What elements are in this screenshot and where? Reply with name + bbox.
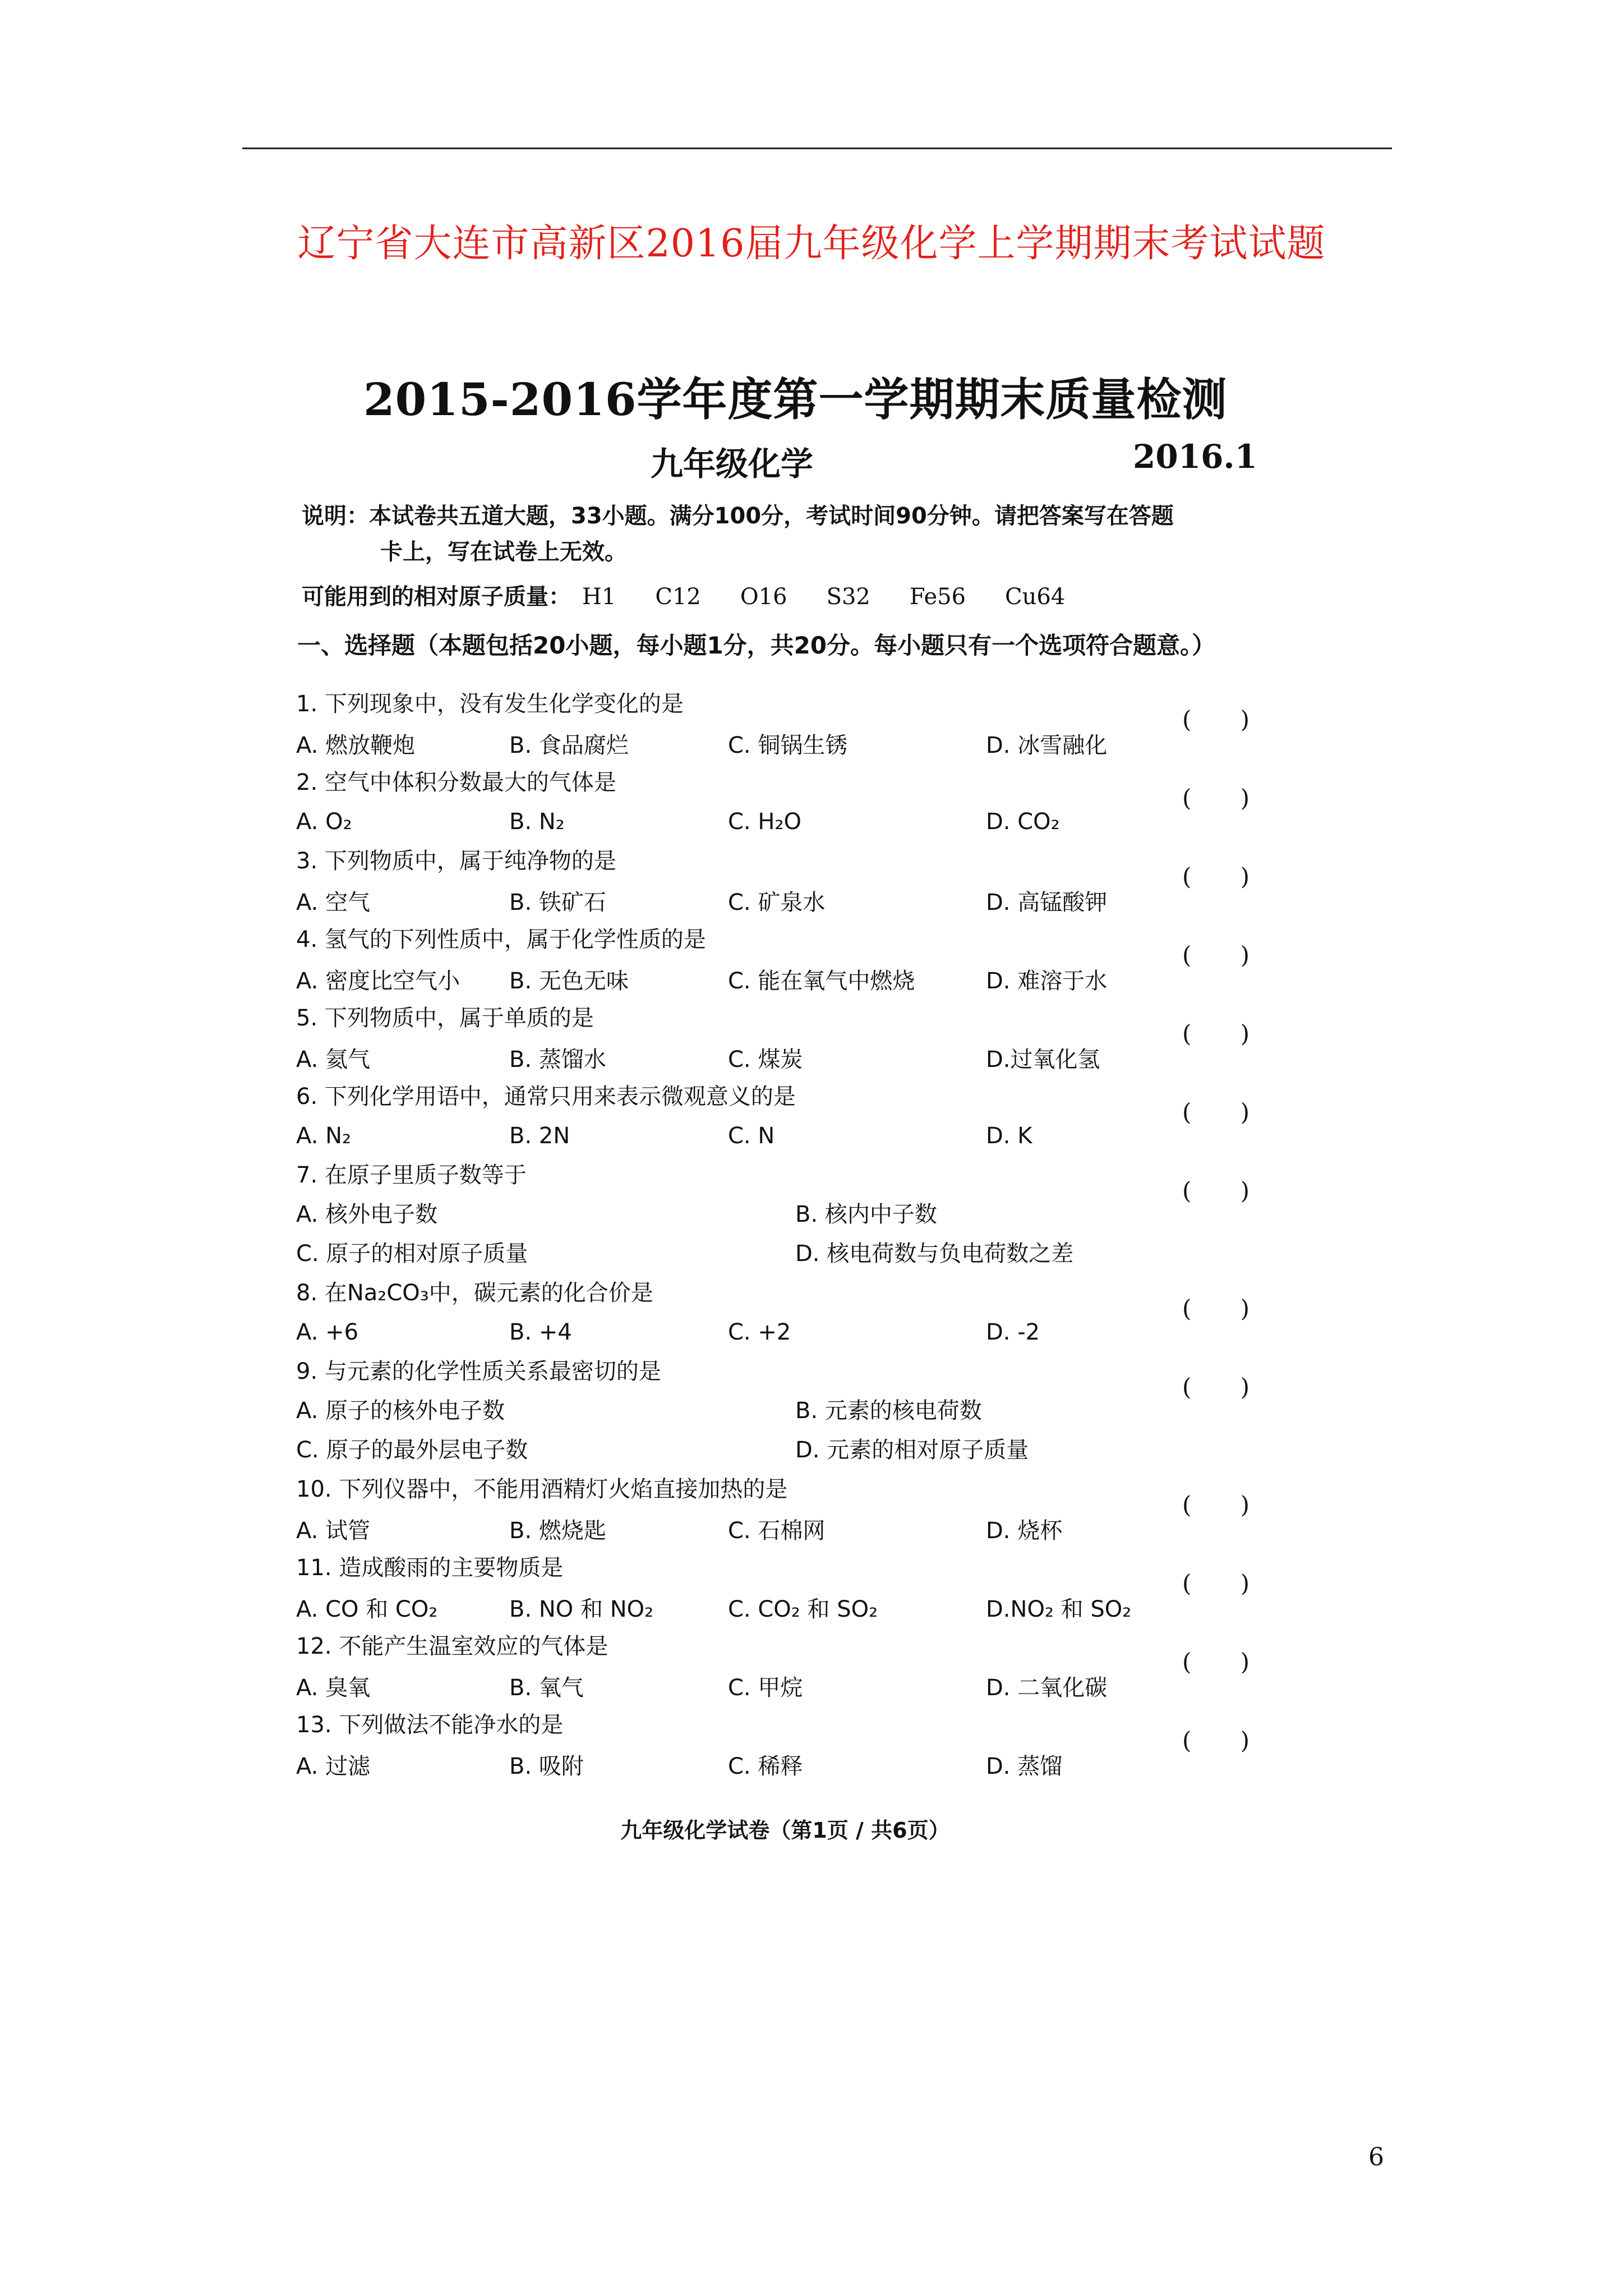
option: C. 煤炭 [728,1046,803,1073]
question-item [296,1273,1283,1352]
atomic-mass-item: Fe56 [909,584,966,610]
option: C. 能在氧气中燃烧 [728,968,915,994]
answer-paren-close: ) [1240,1491,1249,1519]
answer-blank [1182,1295,1249,1322]
answer-blank [1182,1648,1249,1676]
answer-blank [1182,706,1249,733]
answer-paren-open: ( [1182,784,1192,812]
option: A. 过滤 [296,1753,371,1779]
options-row [296,1666,1283,1705]
question-stem: 12. 不能产生温室效应的气体是 [296,1634,608,1659]
option: C. N [728,1123,775,1149]
instructions-line-1: 说明：本试卷共五道大题，33小题。满分100分，考试时间90分钟。请把答案写在答题 [302,503,1174,529]
option: A. 氦气 [296,1046,371,1073]
option: B. 无色无味 [509,968,629,994]
option: D. -2 [986,1319,1040,1345]
question-item [296,1470,1283,1548]
answer-paren-close: ) [1240,1373,1249,1401]
option: D. 冰雪融化 [986,732,1108,758]
option: D. 高锰酸钾 [986,889,1108,915]
option: A. +6 [296,1319,359,1345]
answer-paren-close: ) [1240,1570,1249,1597]
answer-paren-close: ) [1240,1177,1249,1204]
exam-subject: 九年级化学 [651,445,814,483]
question-stem: 1. 下列现象中，没有发生化学变化的是 [296,691,684,717]
document-title: 辽宁省大连市高新区2016届九年级化学上学期期末考试试题 [297,222,1326,266]
answer-paren-open: ( [1182,1098,1192,1126]
answer-blank [1182,941,1249,969]
options-row [296,1588,1283,1627]
question-stem: 6. 下列化学用语中，通常只用来表示微观意义的是 [296,1084,796,1110]
option: B. 2N [509,1123,570,1149]
option: A. O₂ [296,809,352,835]
answer-paren-open: ( [1182,1727,1192,1754]
option: A. N₂ [296,1123,352,1149]
question-item [296,1705,1283,1784]
answer-paren-open: ( [1182,1020,1192,1047]
answer-paren-open: ( [1182,1373,1192,1401]
question-stem: 5. 下列物质中，属于单质的是 [296,1005,594,1031]
option: A. 试管 [296,1517,371,1544]
option: D. 二氧化碳 [986,1674,1108,1701]
question-stem: 8. 在Na₂CO₃中，碳元素的化合价是 [296,1280,653,1306]
option: C. +2 [728,1319,791,1345]
question-item [296,841,1283,920]
answer-blank [1182,1020,1249,1047]
answer-paren-open: ( [1182,1177,1192,1204]
atomic-mass-item: Cu64 [1005,584,1066,610]
option: C. 稀释 [728,1753,803,1779]
exam-title: 2015-2016学年度第一学期期末质量检测 [363,373,1228,426]
answer-paren-close: ) [1240,1648,1249,1676]
option: B. 燃烧匙 [509,1517,606,1544]
option: B. 核内中子数 [795,1202,937,1227]
question-item [296,1156,1283,1273]
question-item [296,1548,1283,1627]
answer-blank [1182,1491,1249,1519]
option: B. +4 [509,1319,572,1345]
question-item [296,920,1283,999]
options-row [296,724,1283,763]
answer-paren-close: ) [1240,706,1249,733]
option: B. 元素的核电荷数 [795,1398,982,1424]
options-row [296,881,1283,920]
option: C. 原子的相对原子质量 [296,1241,528,1267]
option: A. 燃放鞭炮 [296,732,416,758]
option: C. 矿泉水 [728,889,826,915]
option: A. 空气 [296,889,371,915]
answer-paren-open: ( [1182,1648,1192,1676]
section-heading: 一、选择题（本题包括20小题，每小题1分，共20分。每小题只有一个选项符合题意。） [297,632,1216,659]
exam-instructions [302,498,1289,570]
option: C. 铜锅生锈 [728,732,848,758]
options-row [296,959,1283,999]
option: C. 石棉网 [728,1517,826,1544]
question-stem: 11. 造成酸雨的主要物质是 [296,1555,564,1581]
options-row [296,802,1283,841]
option: D. 核电荷数与负电荷数之差 [795,1241,1074,1267]
question-stem: 7. 在原子里质子数等于 [296,1162,527,1188]
answer-blank [1182,1727,1249,1754]
answer-blank [1182,1373,1249,1401]
question-list [296,684,1283,1784]
question-stem: 13. 下列做法不能净水的是 [296,1712,564,1738]
answer-paren-close: ) [1240,863,1249,890]
answer-paren-open: ( [1182,1570,1192,1597]
option: A. 密度比空气小 [296,968,460,994]
answer-paren-open: ( [1182,1491,1192,1519]
option: C. H₂O [728,809,801,835]
options-row [296,1038,1283,1077]
option: A. 臭氧 [296,1674,371,1701]
atomic-mass-item: S32 [826,584,870,610]
option: A. 原子的核外电子数 [296,1398,505,1424]
option: D. CO₂ [986,809,1060,835]
question-item [296,684,1283,763]
option: B. 氧气 [509,1674,584,1701]
option: B. NO 和 NO₂ [509,1596,654,1622]
option: D. 难溶于水 [986,968,1108,994]
option: C. CO₂ 和 SO₂ [728,1596,878,1622]
options-grid [296,1391,1283,1470]
answer-blank [1182,1177,1249,1204]
option: D.NO₂ 和 SO₂ [986,1596,1132,1622]
option: B. 蒸馏水 [509,1046,606,1073]
scanned-exam-page [280,348,1290,1896]
exam-date: 2016.1 [1133,438,1257,476]
answer-paren-open: ( [1182,863,1192,890]
question-stem: 3. 下列物质中，属于纯净物的是 [296,848,616,874]
answer-paren-close: ) [1240,784,1249,812]
atomic-mass-item: O16 [740,584,787,610]
atomic-mass-item: H1 [582,584,616,610]
answer-paren-close: ) [1240,1020,1249,1047]
question-item [296,1627,1283,1705]
answer-blank [1182,1098,1249,1126]
options-row [296,1116,1283,1156]
option: D. 烧杯 [986,1517,1063,1544]
instructions-line-2: 卡上，写在试卷上无效。 [380,539,627,565]
question-item [296,1077,1283,1156]
option: D. 元素的相对原子质量 [795,1437,1029,1463]
answer-paren-open: ( [1182,1295,1192,1322]
options-grid [296,1195,1283,1273]
question-stem: 4. 氢气的下列性质中，属于化学性质的是 [296,927,706,953]
answer-paren-open: ( [1182,706,1192,733]
answer-paren-close: ) [1240,1098,1249,1126]
question-stem: 2. 空气中体积分数最大的气体是 [296,770,616,795]
option: B. 吸附 [509,1753,584,1779]
atomic-mass-item: C12 [655,584,701,610]
atomic-masses [302,579,1289,611]
question-item [296,1352,1283,1470]
answer-blank [1182,863,1249,890]
header-rule [242,148,1392,149]
option: B. N₂ [509,809,565,835]
option: A. CO 和 CO₂ [296,1596,438,1622]
answer-paren-close: ) [1240,1727,1249,1754]
scan-footer: 九年级化学试卷（第1页 / 共6页） [620,1818,950,1843]
option: B. 铁矿石 [509,889,606,915]
option: B. 食品腐烂 [509,732,629,758]
options-row [296,1509,1283,1548]
question-stem: 10. 下列仪器中，不能用酒精灯火焰直接加热的是 [296,1476,788,1502]
options-row [296,1745,1283,1784]
question-stem: 9. 与元素的化学性质关系最密切的是 [296,1359,661,1384]
answer-paren-close: ) [1240,941,1249,969]
option: C. 原子的最外层电子数 [296,1437,528,1463]
atomic-masses-label: 可能用到的相对原子质量： [302,584,571,610]
option: D.过氧化氢 [986,1046,1100,1073]
option: D. K [986,1123,1032,1149]
options-row [296,1313,1283,1352]
option: C. 甲烷 [728,1674,803,1701]
answer-paren-close: ) [1240,1295,1249,1322]
question-item [296,999,1283,1077]
question-item [296,763,1283,841]
answer-blank [1182,1570,1249,1597]
answer-paren-open: ( [1182,941,1192,969]
option: D. 蒸馏 [986,1753,1063,1779]
option: A. 核外电子数 [296,1202,438,1227]
page-number: 6 [1368,2143,1384,2171]
answer-blank [1182,784,1249,812]
